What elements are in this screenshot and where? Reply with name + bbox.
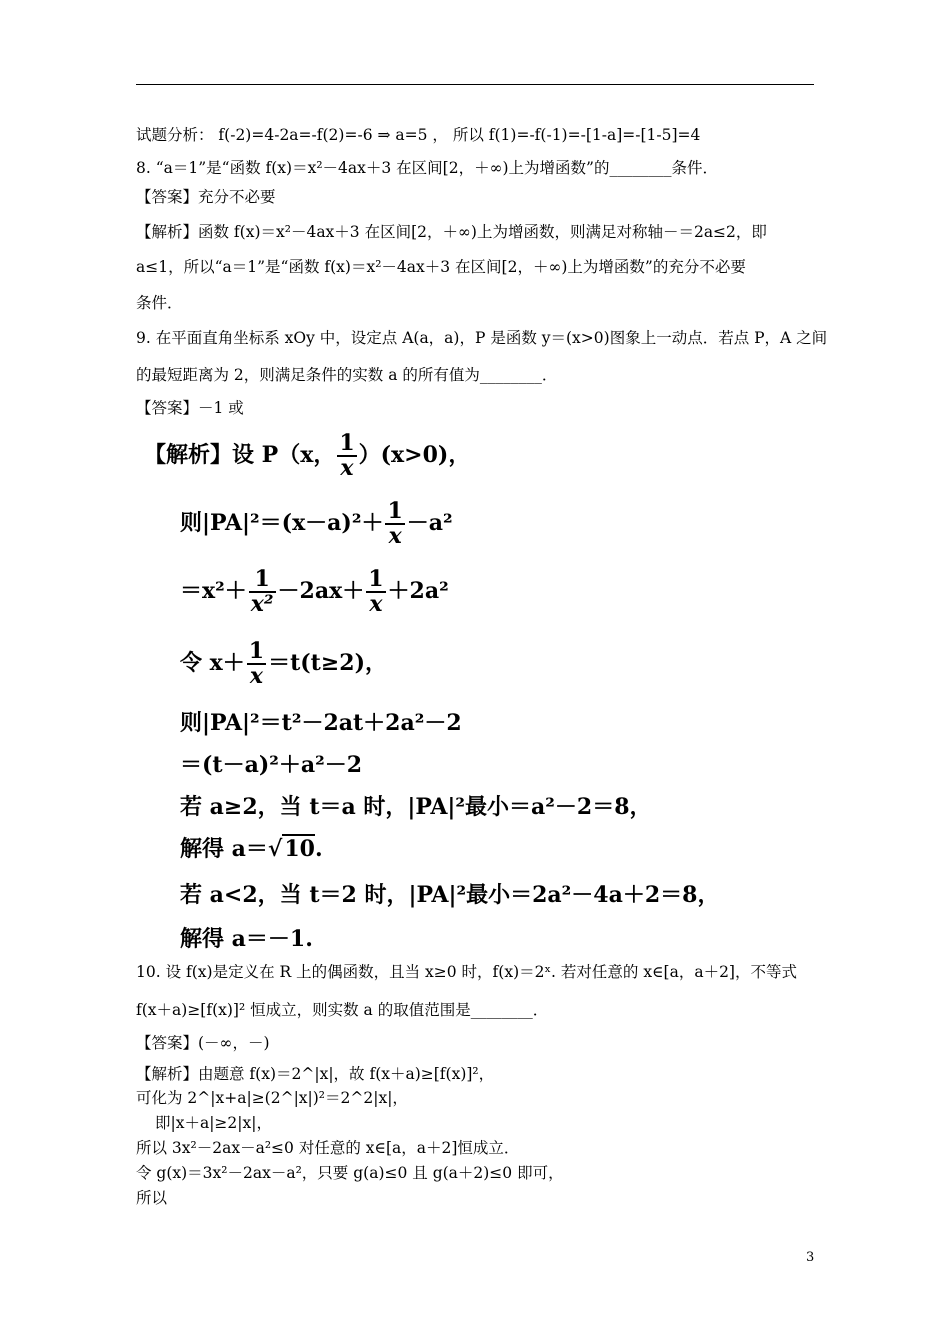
solution-10-line-2: 可化为 2^|x+a|≥(2^|x|)²＝2^2|x|， bbox=[136, 1089, 408, 1107]
solution-10-line-6: 所以 bbox=[136, 1189, 168, 1207]
solution-9-step-8: 解得 a＝√10. bbox=[180, 836, 323, 862]
solution-9-step-10: 解得 a＝－1. bbox=[180, 926, 313, 952]
question-10-line-1: 10. 设 f(x)是定义在 R 上的偶函数，且当 x≥0 时，f(x)＝2ˣ. 若对任意的 x∈[a，a＋2]，不等式 bbox=[136, 963, 797, 981]
analysis-line: 试题分析： f(-2)=4-2a=-f(2)=-6 ⇒ a=5 ， 所以 f(1)=-f(-1)=-[1-a]=-[1-5]=4 bbox=[136, 126, 701, 144]
solution-8-line-1: 【解析】函数 f(x)＝x²－4ax＋3 在区间[2，＋∞)上为增函数，则满足对称轴－＝2a≤2，即 bbox=[136, 223, 767, 241]
header-rule bbox=[136, 84, 814, 85]
solution-9-step-5: 则|PA|²＝t²－2at＋2a²－2 bbox=[180, 710, 462, 736]
solution-9-step-1: 【解析】设 P（x， $\frac{1}{x}$ ）(x>0)， bbox=[144, 430, 471, 482]
question-10-line-2: f(x＋a)≥[f(x)]² 恒成立，则实数 a 的取值范围是________． bbox=[136, 1001, 549, 1019]
answer-9: 【答案】－1 或 bbox=[136, 399, 244, 417]
solution-9-step-7: 若 a≥2，当 t＝a 时，|PA|²最小＝a²－2＝8， bbox=[180, 794, 652, 820]
solution-8-line-3: 条件． bbox=[136, 294, 183, 312]
answer-10: 【答案】(－∞，－) bbox=[136, 1034, 270, 1052]
solution-10-line-3: 即|x＋a|≥2|x|， bbox=[155, 1114, 272, 1132]
solution-9-step-6: ＝(t－a)²＋a²－2 bbox=[180, 752, 363, 778]
question-9-line-1: 9. 在平面直角坐标系 xOy 中，设定点 A(a，a)，P 是函数 y＝(x>0)图象上一动点．若点 P，A 之间 bbox=[136, 329, 828, 347]
question-8: 8. “a＝1”是“函数 f(x)＝x²－4ax＋3 在区间[2，＋∞)上为增函数”的________条件． bbox=[136, 159, 718, 177]
page-number: 3 bbox=[806, 1250, 815, 1265]
solution-8-line-2: a≤1，所以“a＝1”是“函数 f(x)＝x²－4ax＋3 在区间[2，＋∞)上为增函数”的充分不必要 bbox=[136, 258, 746, 276]
solution-9-step-9: 若 a<2，当 t＝2 时，|PA|²最小＝2a²－4a＋2＝8， bbox=[180, 882, 720, 908]
solution-9-step-3: ＝x²＋ $\frac{1}{\text{x²}}$ －2ax＋ $\frac{1}{x}$ ＋2a² bbox=[180, 566, 449, 618]
answer-8: 【答案】充分不必要 bbox=[136, 188, 276, 206]
solution-9-image bbox=[136, 430, 720, 952]
solution-9-step-2: 则|PA|²＝(x－a)²＋ $\frac{1}{x}$ －a² bbox=[180, 498, 453, 550]
solution-10-line-4: 所以 3x²－2ax－a²≤0 对任意的 x∈[a，a＋2]恒成立． bbox=[136, 1139, 520, 1157]
solution-9-step-4: 令 x＋ $\frac{1}{x}$ ＝t(t≥2)， bbox=[180, 638, 387, 690]
solution-10-line-1: 【解析】由题意 f(x)＝2^|x|，故 f(x＋a)≥[f(x)]²， bbox=[136, 1065, 495, 1083]
solution-10-line-5: 令 g(x)＝3x²－2ax－a²，只要 g(a)≤0 且 g(a＋2)≤0 即可， bbox=[136, 1164, 564, 1182]
question-9-line-2: 的最短距离为 2，则满足条件的实数 a 的所有值为________． bbox=[136, 366, 558, 384]
